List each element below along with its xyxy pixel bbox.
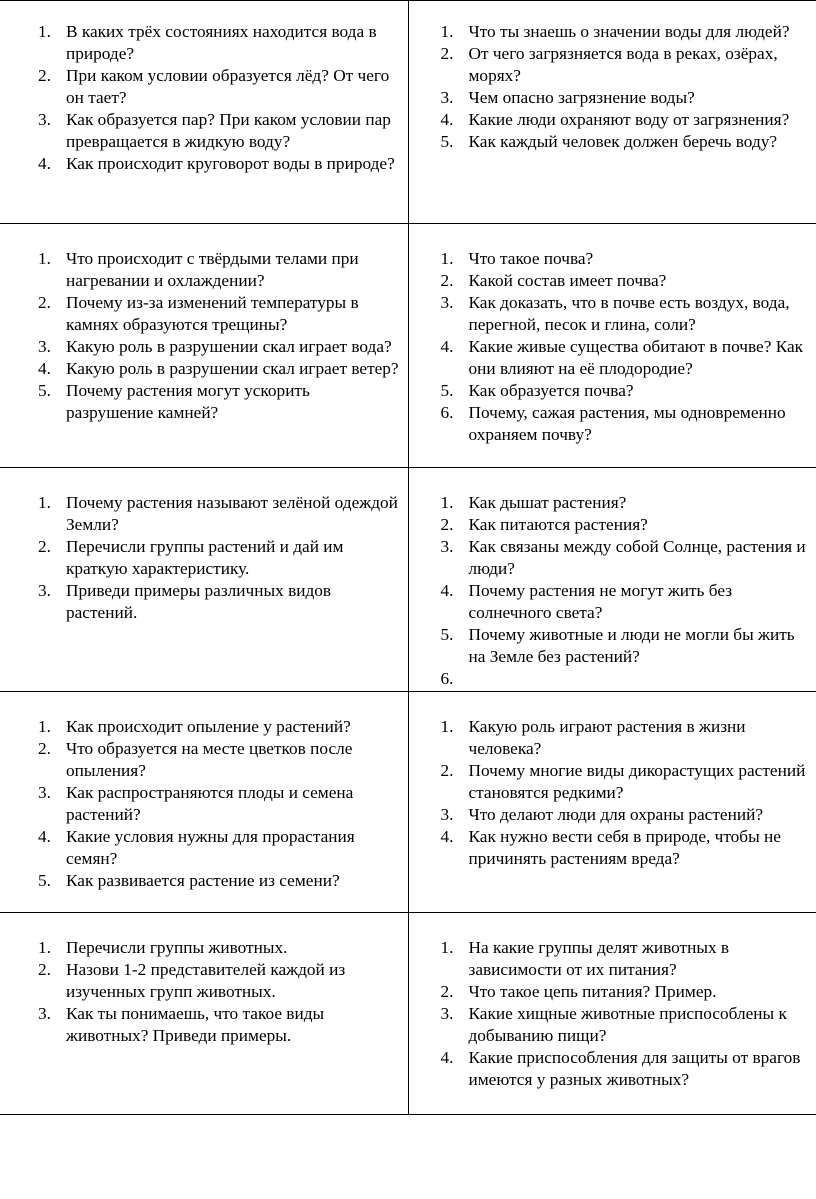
question-number: 4.: [38, 359, 51, 378]
card-row: [0, 913, 816, 1115]
question-card-right: [408, 224, 816, 468]
question-list: [409, 913, 816, 1091]
question-card-left: [0, 692, 408, 913]
question-item: [441, 536, 813, 580]
question-item: [441, 21, 813, 43]
question-number: 3.: [440, 805, 454, 824]
question-item: [38, 959, 402, 1003]
question-list: [409, 692, 816, 870]
question-text: Как происходит круговорот воды в природе?: [66, 154, 395, 173]
question-number: 5.: [440, 625, 454, 644]
question-text: Что такое почва?: [468, 249, 594, 268]
question-text: Что делают люди для охраны растений?: [468, 805, 763, 824]
question-number: 1.: [38, 717, 51, 736]
question-text: Какой состав имеет почва?: [468, 271, 667, 290]
question-text: Как происходит опыление у растений?: [66, 717, 351, 736]
question-card-left: [0, 468, 408, 692]
question-text: Как связаны между собой Солнце, растения и люди?: [468, 537, 806, 578]
question-item: [441, 248, 813, 270]
question-text: Как питаются растения?: [468, 515, 648, 534]
question-item: [38, 492, 402, 536]
question-text: Как распространяются плоды и семена растений?: [66, 783, 354, 824]
question-number: 1.: [440, 938, 454, 957]
question-item: [38, 826, 402, 870]
question-card-left: [0, 913, 408, 1115]
question-number: 2.: [38, 293, 51, 312]
question-list: [0, 692, 408, 892]
question-text: Назови 1-2 представителей каждой из изученных групп животных.: [66, 960, 346, 1001]
question-item: [38, 536, 402, 580]
card-row: [0, 1, 816, 224]
question-number: 3.: [440, 1004, 454, 1023]
question-number: 4.: [440, 827, 454, 846]
question-text: Как нужно вести себя в природе, чтобы не причинять растениям вреда?: [468, 827, 781, 868]
question-item: [441, 580, 813, 624]
question-number: 1.: [440, 717, 454, 736]
question-item: [38, 716, 402, 738]
question-number: 4.: [440, 110, 454, 129]
question-item: [441, 43, 813, 87]
question-text: Что происходит с твёрдыми телами при нагревании и охлаждении?: [66, 249, 359, 290]
question-text: На какие группы делят животных в зависимости от их питания?: [468, 938, 730, 979]
question-number: 4.: [440, 337, 454, 356]
question-number: 5.: [440, 381, 454, 400]
question-item: [441, 336, 813, 380]
question-number: 3.: [440, 537, 454, 556]
question-number: 3.: [38, 110, 51, 129]
question-item: [441, 760, 813, 804]
question-text: Что такое цепь питания? Пример.: [468, 982, 717, 1001]
question-text: Почему животные и люди не могли бы жить на Земле без растений?: [468, 625, 795, 666]
question-number: 2.: [440, 982, 454, 1001]
question-card-left: [0, 1, 408, 224]
question-text: Перечисли группы растений и дай им краткую характеристику.: [66, 537, 344, 578]
question-number: 2.: [440, 44, 454, 63]
question-number: 1.: [440, 493, 454, 512]
question-item: [441, 87, 813, 109]
question-list: [409, 1, 816, 153]
question-item: [441, 804, 813, 826]
question-number: 2.: [38, 960, 51, 979]
question-item: [38, 336, 402, 358]
question-item: [38, 738, 402, 782]
question-list: [0, 1, 408, 175]
question-text: Приведи примеры различных видов растений.: [66, 581, 332, 622]
question-card-left: [0, 224, 408, 468]
question-number: 3.: [440, 88, 454, 107]
question-text: Что образуется на месте цветков после опыления?: [66, 739, 353, 780]
question-number: 1.: [38, 249, 51, 268]
question-number: 4.: [38, 154, 51, 173]
question-text: Какие хищные животные приспособлены к добыванию пищи?: [468, 1004, 787, 1045]
question-list: [0, 913, 408, 1047]
question-number: 3.: [38, 337, 51, 356]
question-item: [38, 21, 402, 65]
question-text: Как каждый человек должен беречь воду?: [468, 132, 778, 151]
question-text: Какую роль в разрушении скал играет ветер?: [66, 359, 399, 378]
card-row: [0, 224, 816, 468]
question-number: 3.: [440, 293, 454, 312]
question-item: [441, 668, 813, 690]
question-card-right: [408, 913, 816, 1115]
question-item: [441, 1003, 813, 1047]
question-number: 6.: [440, 403, 454, 422]
question-number: 1.: [440, 249, 454, 268]
question-item: [38, 870, 402, 892]
question-item: [38, 65, 402, 109]
question-list: [0, 468, 408, 624]
question-number: 3.: [38, 581, 51, 600]
question-card-right: [408, 692, 816, 913]
question-item: [441, 131, 813, 153]
question-text: Как развивается растение из семени?: [66, 871, 340, 890]
question-item: [38, 580, 402, 624]
question-text: Как образуется пар? При каком условии пар превращается в жидкую воду?: [66, 110, 391, 151]
question-text: Как ты понимаешь, что такое виды животных? Приведи примеры.: [66, 1004, 325, 1045]
question-text: Какие условия нужны для прорастания семян?: [66, 827, 355, 868]
question-text: Какие люди охраняют воду от загрязнения?: [468, 110, 790, 129]
question-item: [38, 937, 402, 959]
question-text: Почему растения могут ускорить разрушение камней?: [66, 381, 310, 422]
question-item: [38, 358, 402, 380]
question-item: [441, 716, 813, 760]
question-number: 2.: [440, 761, 454, 780]
question-number: 4.: [440, 581, 454, 600]
question-number: 3.: [38, 1004, 51, 1023]
question-list: [409, 224, 816, 446]
question-item: [441, 826, 813, 870]
question-text: От чего загрязняется вода в реках, озёрах, морях?: [468, 44, 778, 85]
question-number: 5.: [38, 871, 51, 890]
card-row: [0, 692, 816, 913]
question-number: 1.: [440, 22, 454, 41]
card-row: [0, 468, 816, 692]
question-item: [441, 270, 813, 292]
question-text: Как доказать, что в почве есть воздух, вода, перегной, песок и глина, соли?: [468, 293, 790, 334]
question-text: Чем опасно загрязнение воды?: [468, 88, 695, 107]
question-number: 1.: [38, 493, 51, 512]
question-text: Почему растения не могут жить без солнечного света?: [468, 581, 733, 622]
question-item: [441, 402, 813, 446]
question-text: При каком условии образуется лёд? От чего он тает?: [66, 66, 390, 107]
question-item: [38, 292, 402, 336]
question-number: 1.: [38, 22, 51, 41]
question-number: 1.: [38, 938, 51, 957]
question-item: [441, 624, 813, 668]
question-text: Какие живые существа обитают в почве? Как они влияют на её плодородие?: [468, 337, 804, 378]
question-item: [38, 380, 402, 424]
question-card-right: [408, 468, 816, 692]
question-item: [441, 109, 813, 131]
question-number: 5.: [38, 381, 51, 400]
question-item: [38, 153, 402, 175]
question-text: Какие приспособления для защиты от врагов имеются у разных животных?: [468, 1048, 801, 1089]
question-item: [38, 109, 402, 153]
question-item: [38, 248, 402, 292]
question-text: Почему из-за изменений температуры в камнях образуются трещины?: [66, 293, 359, 334]
question-number: 5.: [440, 132, 454, 151]
question-list: [0, 224, 408, 424]
question-list: [409, 468, 816, 690]
question-text: Какую роль в разрушении скал играет вода?: [66, 337, 392, 356]
question-item: [441, 292, 813, 336]
question-item: [38, 1003, 402, 1047]
question-item: [441, 981, 813, 1003]
question-text: Почему растения называют зелёной одеждой Земли?: [66, 493, 398, 534]
question-item: [441, 380, 813, 402]
question-text: Почему, сажая растения, мы одновременно охраняем почву?: [468, 403, 786, 444]
question-text: Как образуется почва?: [468, 381, 634, 400]
question-number: 3.: [38, 783, 51, 802]
question-item: [38, 782, 402, 826]
question-item: [441, 937, 813, 981]
question-text: Как дышат растения?: [468, 493, 627, 512]
question-number: 2.: [38, 739, 51, 758]
question-text: Какую роль играют растения в жизни человека?: [468, 717, 746, 758]
question-number: 4.: [440, 1048, 454, 1067]
question-item: [441, 492, 813, 514]
question-card-right: [408, 1, 816, 224]
question-number: 2.: [38, 66, 51, 85]
question-number: 4.: [38, 827, 51, 846]
question-item: [441, 1047, 813, 1091]
question-text: Что ты знаешь о значении воды для людей?: [468, 22, 790, 41]
question-number: 2.: [38, 537, 51, 556]
question-text: В каких трёх состояниях находится вода в природе?: [66, 22, 377, 63]
question-number: 2.: [440, 515, 454, 534]
question-number: 2.: [440, 271, 454, 290]
question-text: Почему многие виды дикорастущих растений становятся редкими?: [468, 761, 806, 802]
question-item: [441, 514, 813, 536]
question-number: 6.: [440, 669, 454, 688]
question-text: Перечисли группы животных.: [66, 938, 288, 957]
